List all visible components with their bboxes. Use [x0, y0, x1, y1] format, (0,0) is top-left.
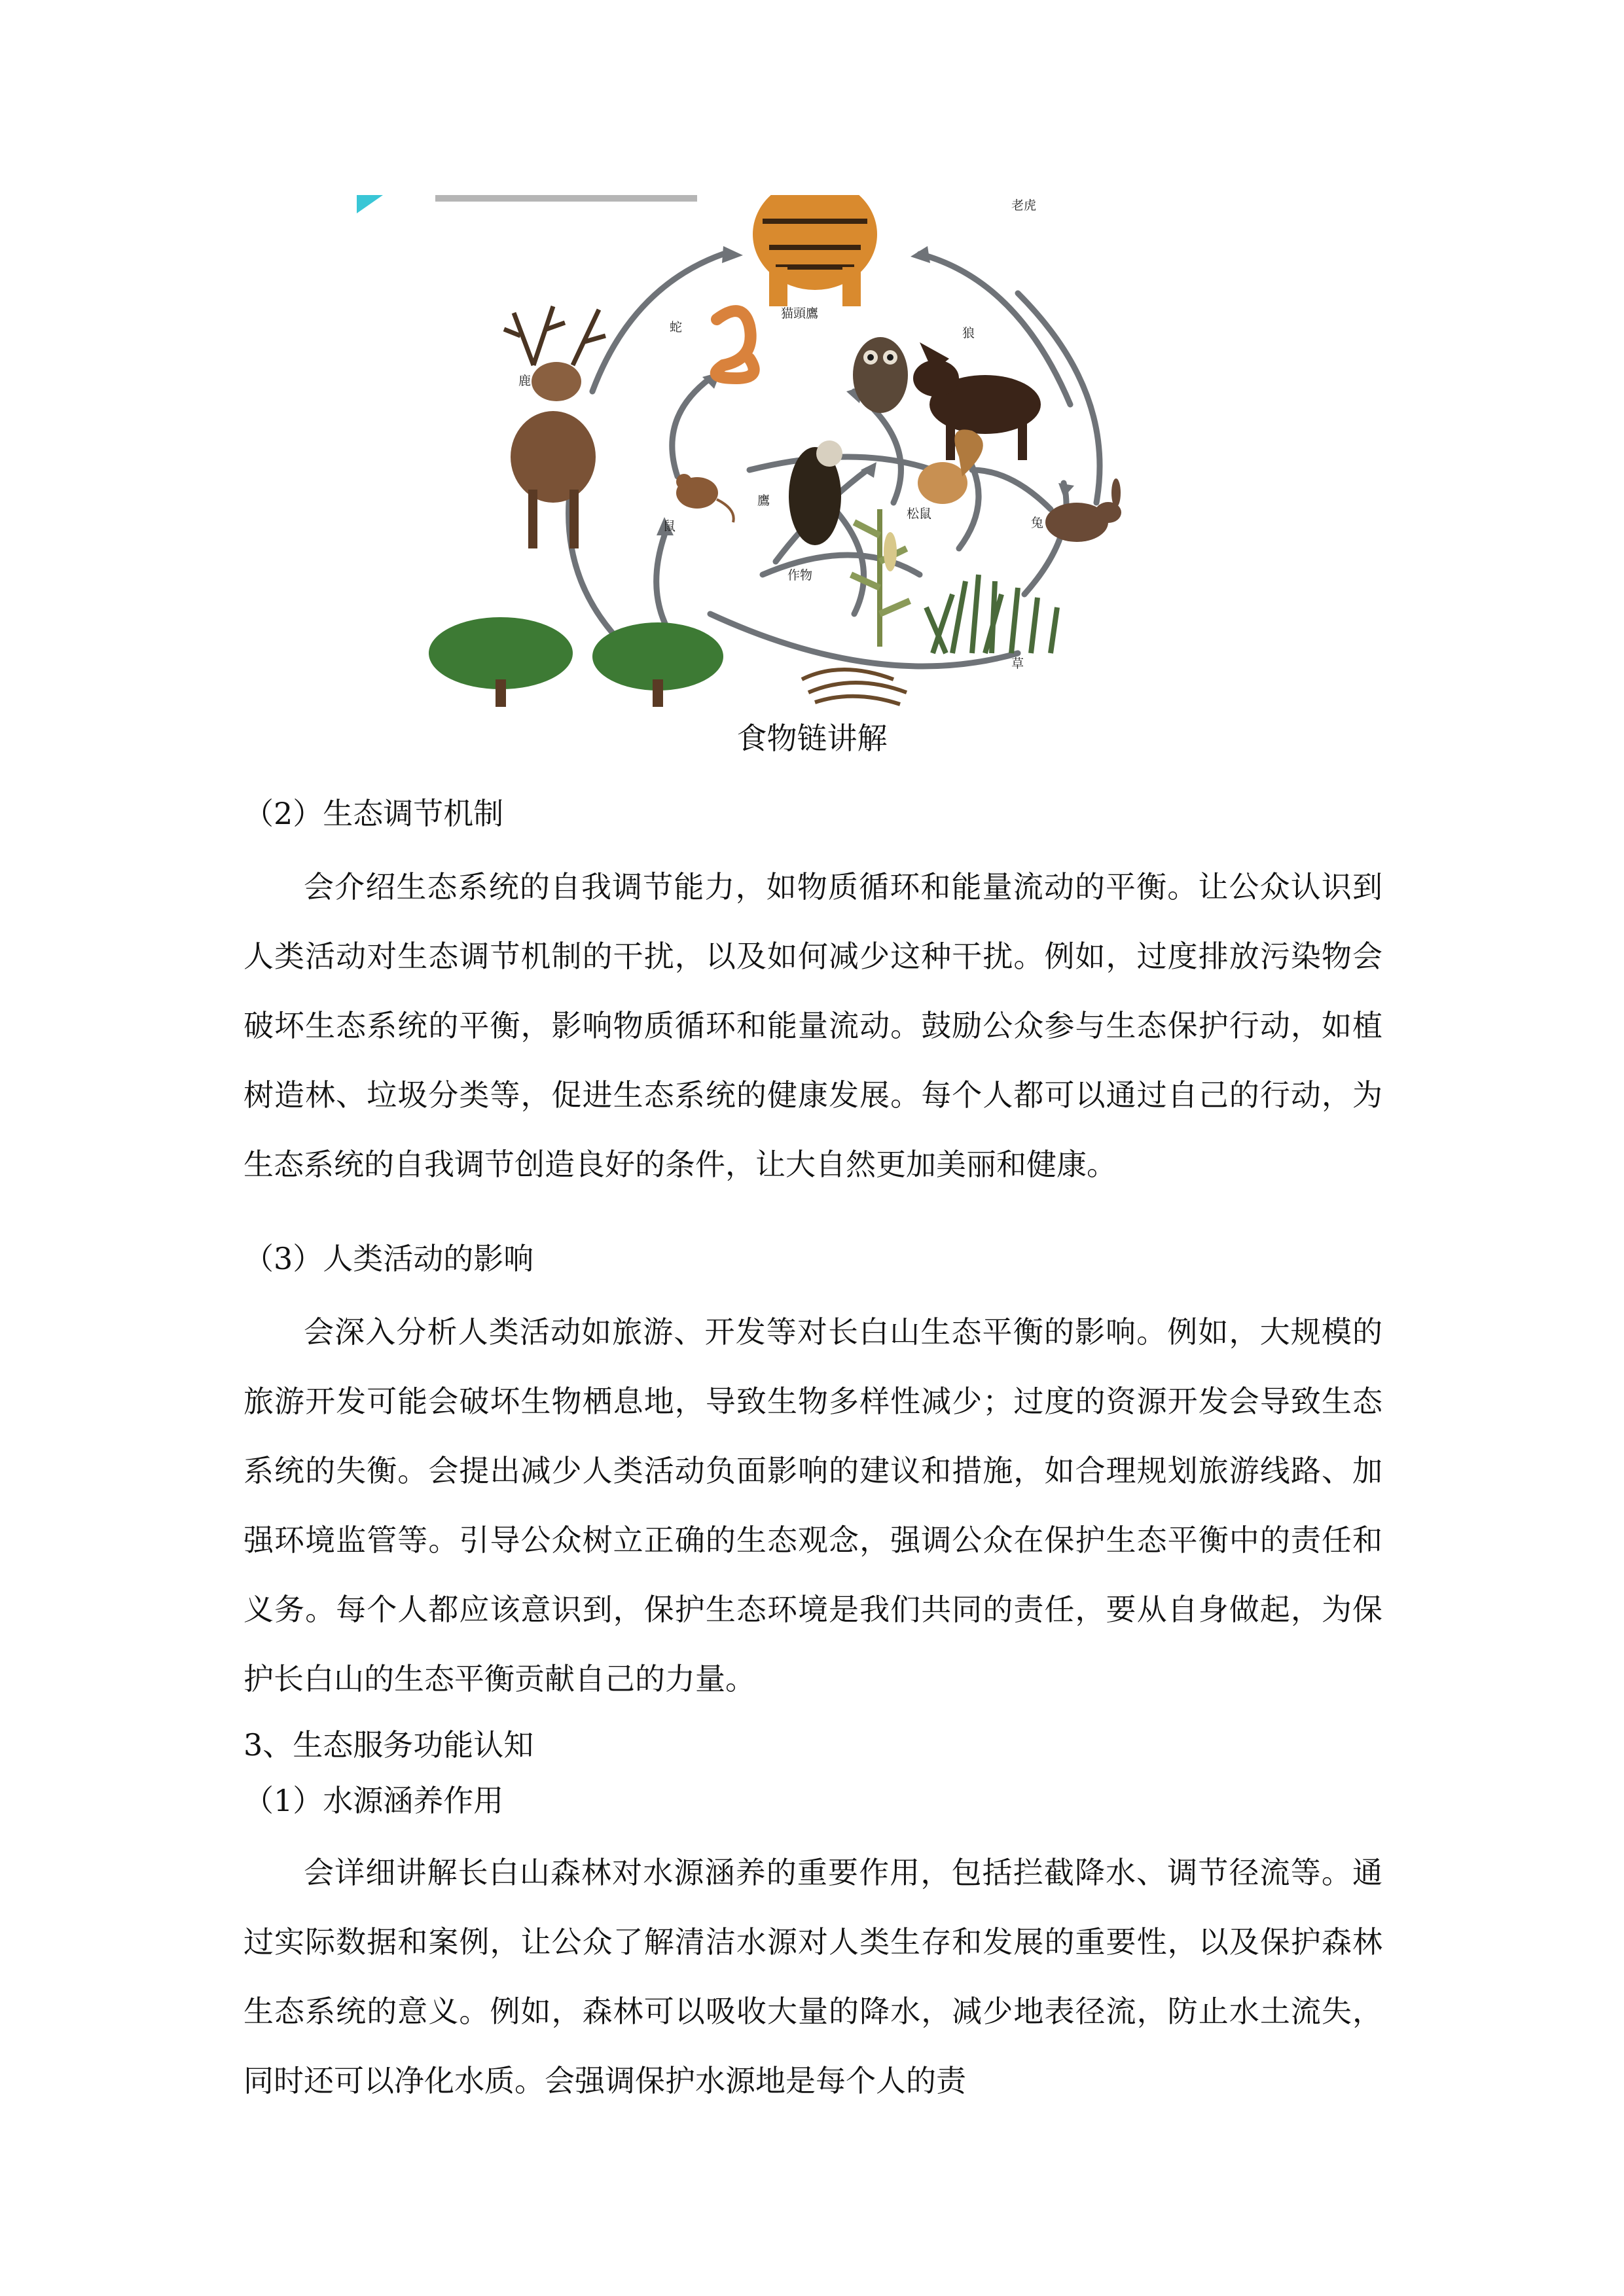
section-body-human-impact: [244, 1297, 1382, 1713]
label-rabbit: 兔: [1031, 516, 1044, 530]
tiger-illustration: [753, 195, 877, 306]
label-eagle: 鷹: [757, 493, 770, 508]
eagle-illustration: [789, 440, 842, 545]
owl-illustration: [853, 337, 908, 413]
section-heading-ecological-regulation: [244, 794, 1382, 833]
section-body-ecological-regulation: [244, 852, 1382, 1199]
paragraph-text: 会深入分析人类活动如旅游、开发等对长白山生态平衡的影响。例如，大规模的旅游开发可能会破坏生物栖息地，导致生物多样性减少；过度的资源开发会导致生态系统的失衡。会提出减少人类活动负面影响的建议和措施，如合理规划旅游线路、加强环境监管等。引导公众树立正确的生态观念，强调公众在保护生态平衡中的责任和义务。每个人都应该意识到，保护生态环境是我们共同的责任，要从自身做起，为保护长白山的生态平衡贡献自己的力量。: [244, 1314, 1382, 1696]
paragraph-text: 会详细讲解长白山森林对水源涵养的重要作用，包括拦截降水、调节径流等。通过实际数据和案例，让公众了解清洁水源对人类生存和发展的重要性，以及保护森林生态系统的意义。例如，森林可以吸收大量的降水，减少地表径流，防止水土流失，同时还可以净化水质。会强调保护水源地是每个人的责: [244, 1855, 1382, 2098]
label-snake: 蛇: [670, 320, 683, 334]
label-mouse: 鼠: [663, 519, 676, 533]
snake-illustration: [716, 311, 754, 378]
heading-text: 3、生态服务功能认知: [244, 1727, 534, 1763]
branches-illustration: [802, 670, 907, 704]
trees-illustration: [429, 617, 723, 707]
heading-text: （3）人类活动的影响: [244, 1241, 534, 1276]
label-crop: 作物: [787, 568, 813, 583]
section-body-water-conservation: [244, 1838, 1382, 2115]
label-grass: 草: [1011, 656, 1024, 671]
paragraph-text: 会介绍生态系统的自我调节能力，如物质循环和能量流动的平衡。让公众认识到人类活动对生态调节机制的干扰，以及如何减少这种干扰。例如，过度排放污染物会破坏生态系统的平衡，影响物质循环和能量流动。鼓励公众参与生态保护行动，如植树造林、垃圾分类等，促进生态系统的健康发展。每个人都可以通过自己的行动，为生态系统的自我调节创造良好的条件，让大自然更加美丽和健康。: [244, 869, 1382, 1182]
section-heading-ecosystem-services: [244, 1725, 1382, 1765]
food-chain-diagram: [357, 195, 1257, 707]
label-deer: 鹿: [518, 374, 532, 388]
mouse-illustration: [676, 474, 734, 522]
crop-illustration: [851, 509, 910, 647]
corner-mark: [357, 195, 383, 213]
deer-illustration: [504, 306, 605, 548]
figure-caption: 食物链讲解: [736, 721, 888, 756]
food-chain-figure: [357, 195, 1257, 707]
cropped-header-text: [435, 195, 697, 202]
rabbit-illustration: [1045, 478, 1121, 542]
section-heading-human-impact: [244, 1239, 1382, 1278]
label-squirrel: 松鼠: [907, 507, 932, 521]
heading-text: （2）生态调节机制: [244, 796, 504, 831]
label-owl: 猫頭鷹: [781, 306, 819, 321]
grass-illustration: [926, 575, 1057, 653]
heading-text: （1）水源涵养作用: [244, 1783, 504, 1818]
section-heading-water-conservation: [244, 1781, 1382, 1820]
label-tiger: 老虎: [1011, 198, 1037, 213]
label-wolf: 狼: [962, 326, 975, 340]
